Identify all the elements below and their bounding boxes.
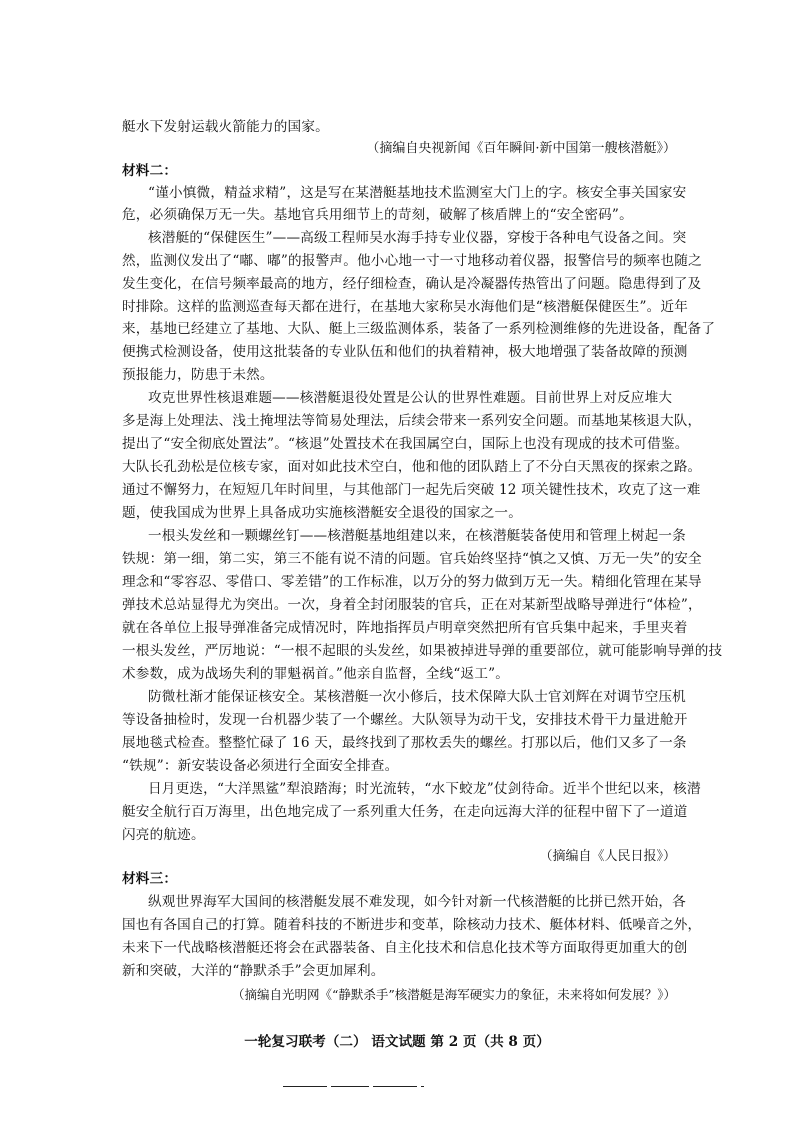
paragraph-line: 一根头发丝，严厉地说：“一根不起眼的头发丝，如果被掉进导弹的重要部位，就可能影响导弹的技 [122, 643, 723, 659]
footer-divider [421, 1086, 424, 1087]
source-citation-3: （摘编自光明网《“静默杀手”核潜艇是海军硬实力的象征，未来将如何发展？》） [231, 987, 676, 1002]
paragraph-line: 预报能力，防患于未然。 [122, 367, 274, 383]
paragraph-line: 攻克世界性核退难题——核潜艇退役处置是公认的世界性难题。目前世界上对反应堆大 [148, 390, 673, 406]
paragraph-line: 发生变化，在信号频率最高的地方，经仔细检查，确认是冷凝器传热管出了问题。隐患得到了及 [122, 276, 702, 292]
intro-tail-text: 艇水下发射运载火箭能力的国家。 [122, 119, 329, 135]
paragraph-line: 一根头发丝和一颗螺丝钉——核潜艇基地组建以来，在核潜艇装备使用和管理上树起一条 [148, 528, 686, 544]
paragraph-line: 新和突破，大洋的“静默杀手”会更加犀利。 [122, 963, 385, 979]
footer-divider [331, 1086, 369, 1087]
paragraph-line: 国也有各国自己的打算。随着科技的不断进步和变革，除核动力技术、艇体材料、低噪音之外， [122, 917, 702, 933]
footer-divider [373, 1086, 417, 1087]
paragraph-line: 然，监测仪发出了“嘟、嘟”的报警声。他小心地一寸一寸地移动着仪器，报警信号的频率也随之 [122, 253, 702, 269]
paragraph-line: 危，必须确保万无一失。基地官兵用细节上的苛刻，破解了核盾牌上的“安全密码”。 [122, 207, 633, 223]
paragraph-line: 理念和“零容忍、零借口、零差错”的工作标准，以万分的努力做到万无一失。精细化管理在某导 [122, 574, 702, 590]
paragraph-line: 铁规：第一细，第二实，第三不能有说不清的问题。官兵始终坚持“慎之又慎、万无一失”的安全 [122, 551, 702, 567]
paragraph-line: 等设备抽检时，发现一台机器少装了一个螺丝。大队领导为动干戈，安排技术骨干力量进舱开 [122, 712, 688, 728]
page-footer: 一轮复习联考（二） 语文试题 第 2 页（共 8 页） [244, 1034, 550, 1050]
paragraph-line: 大队长孔劲松是位核专家，面对如此技术空白，他和他的团队踏上了不分白天黑夜的探索之路。 [122, 459, 702, 475]
footer-divider [283, 1086, 327, 1087]
paragraph-line: 题，使我国成为世界上具备成功实施核潜艇安全退役的国家之一。 [122, 505, 523, 521]
paragraph-line: 纵观世界海军大国间的核潜艇发展不难发现，如今针对新一代核潜艇的比拼已然开始，各 [148, 894, 686, 910]
paragraph-line: 日月更迭，“大洋黑鲨”犁浪踏海；时光流转，“水下蛟龙”仗剑待命。近半个世纪以来，核潜 [148, 781, 701, 797]
paragraph-line: 弹技术总站显得尤为突出。一次，身着全封闭服装的官兵，正在对某新型战略导弹进行“体检”， [122, 597, 702, 613]
source-citation-2: （摘编自《人民日报》） [539, 849, 676, 864]
paragraph-line: 便携式检测设备，使用这批装备的专业队伍和他们的执着精神，极大地增强了装备故障的预测 [122, 344, 688, 360]
paragraph-line: “铁规”：新安装设备必须进行全面安全排查。 [122, 758, 399, 774]
paragraph-line: 通过不懈努力，在短短几年时间里，与其他部门一起先后突破 12 项关键性技术，攻克了这一难 [122, 482, 701, 498]
material-3-heading: 材料三： [122, 871, 178, 887]
paragraph-line: 核潜艇的“保健医生”——高级工程师吴水海手持专业仪器，穿梭于各种电气设备之间。突 [148, 230, 687, 246]
paragraph-line: 艇安全航行百万海里，出色地完成了一系列重大任务，在走向远海大洋的征程中留下了一道道 [122, 804, 688, 820]
paragraph-line: 防微杜渐才能保证核安全。某核潜艇一次小修后，技术保障大队士官刘辉在对调节空压机 [148, 689, 686, 705]
paragraph-line: 未来下一代战略核潜艇还将会在武器装备、自主化技术和信息化技术等方面取得更加重大的创 [122, 940, 688, 956]
paragraph-line: 展地毯式检查。整整忙碌了 16 天，最终找到了那枚丢失的螺丝。打那以后，他们又多了一条 [122, 735, 687, 751]
paragraph-line: 提出了“安全彻底处置法”。“核退”处置技术在我国属空白，国际上也没有现成的技术可借鉴。 [122, 436, 689, 452]
paragraph-line: 来，基地已经建立了基地、大队、艇上三级监测体系，装备了一系列检测维修的先进设备，配备了 [122, 321, 716, 337]
paragraph-line: 时排除。这样的监测巡查每天都在进行，在基地大家称吴水海他们是“核潜艇保健医生”。近年 [122, 299, 689, 315]
source-citation-1: （摘编自央视新闻《百年瞬间·新中国第一艘核潜艇》） [366, 141, 676, 156]
paragraph-line: 术参数，成为战场失利的罪魁祸首。”他亲自监督，全线“返工”。 [122, 666, 510, 682]
paragraph-line: “谨小慎微，精益求精”，这是写在某潜艇基地技术监测室大门上的字。核安全事关国家安 [148, 185, 687, 201]
material-2-heading: 材料二： [122, 163, 178, 179]
paragraph-line: 闪亮的航迹。 [122, 827, 205, 843]
paragraph-line: 就在各单位上报导弹准备完成情况时，阵地指挥员卢明章突然把所有官兵集中起来，手里夹着 [122, 620, 688, 636]
paragraph-line: 多是海上处理法、浅土掩埋法等简易处理法，后续会带来一系列安全问题。而基地某核退大队， [122, 413, 702, 429]
